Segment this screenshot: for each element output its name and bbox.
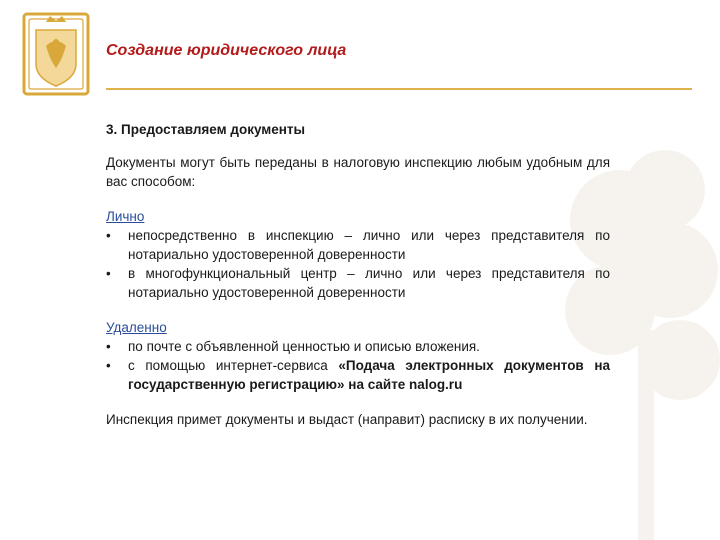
section-in-person (106, 207, 610, 302)
list-item (106, 264, 610, 302)
in-person-list (106, 226, 610, 302)
section-label-in-person: Лично (106, 209, 145, 224)
bullet: • (106, 228, 111, 243)
list-item (106, 226, 610, 264)
coat-of-arms-icon (22, 12, 90, 96)
list-item (106, 337, 610, 356)
bullet: • (106, 339, 111, 354)
intro-paragraph: Документы могут быть переданы в налоговую инспекцию любым удобным для вас способом: (106, 155, 610, 189)
service-name: «Подача электронных документов на государственную регистрацию» на сайте nalog.ru (128, 358, 610, 392)
title-divider (106, 88, 692, 90)
bullet: • (106, 266, 111, 281)
list-item-text: непосредственно в инспекцию – лично или через представителя по нотариально удостоверенной доверенности (128, 228, 610, 262)
remote-list (106, 337, 610, 394)
section-heading: 3. Предоставляем документы (106, 122, 306, 137)
document-body (106, 120, 610, 429)
list-item (106, 356, 610, 394)
page-title: Создание юридического лица (106, 42, 347, 59)
section-remote (106, 318, 610, 394)
list-item-text: с помощью интернет-сервиса (128, 358, 339, 373)
list-item-text: по почте с объявленной ценностью и описью вложения. (128, 339, 480, 354)
section-label-remote: Удаленно (106, 320, 167, 335)
closing-paragraph: Инспекция примет документы и выдаст (направит) расписку в их получении. (106, 412, 588, 427)
list-item-text: в многофункциональный центр – лично или через представителя по нотариально удостоверенной доверенности (128, 266, 610, 300)
bullet: • (106, 358, 111, 373)
